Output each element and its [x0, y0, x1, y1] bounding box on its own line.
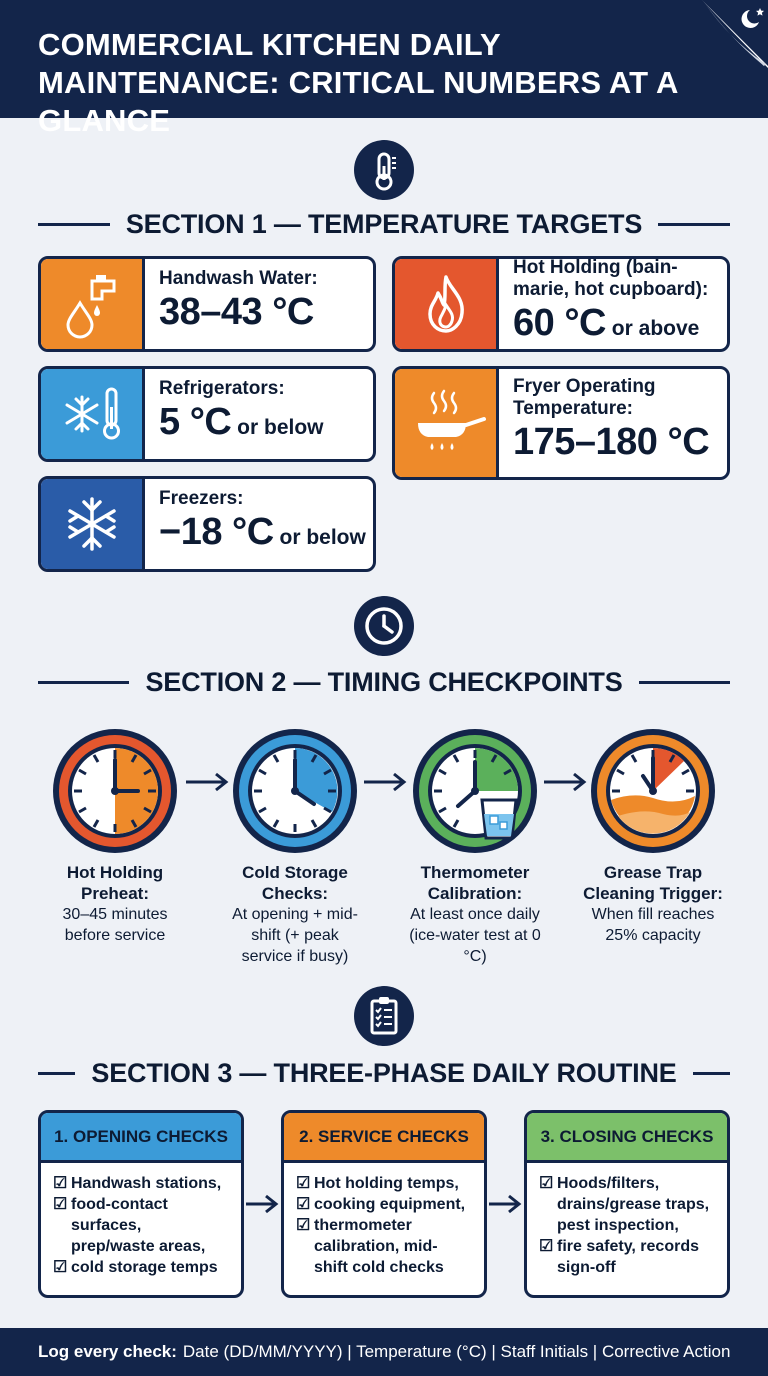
temp-card-value: 175–180 °C	[513, 421, 710, 463]
temp-card-refrigerators	[38, 366, 376, 462]
checklist-line: ☑ food-contact	[53, 1196, 168, 1213]
phase-title: 1. OPENING CHECKS	[41, 1113, 241, 1163]
check-circle-icon: ☑	[539, 1175, 554, 1192]
checkpoint-detail: At least once daily (ice-water test at 0 °C)	[409, 906, 541, 965]
header-banner	[0, 0, 768, 138]
timer-quarter-icon	[230, 726, 360, 856]
arrow-right-icon	[244, 1192, 280, 1216]
footer-lead: Log every check:	[38, 1342, 177, 1361]
temp-card-value: −18 °C or below	[159, 511, 366, 553]
section3-heading	[38, 1056, 730, 1090]
checkpoint-hot-holding	[35, 862, 195, 946]
divider-line	[639, 681, 730, 684]
timer-half-icon	[50, 726, 180, 856]
checkpoint-thermometer-calibration	[395, 862, 555, 967]
phase-closing-checks	[524, 1110, 730, 1298]
checklist-line: sign-off	[557, 1259, 616, 1276]
checkpoint-detail: When fill reaches 25% capacity	[591, 906, 715, 944]
section1-thermometer-icon	[354, 140, 414, 200]
checkpoint-heading: Hot Holding Preheat:	[66, 863, 164, 903]
checklist-line: ☑ cooking equipment,	[296, 1196, 466, 1213]
checkpoint-heading: Grease Trap Cleaning Trigger:	[583, 863, 723, 903]
divider-line	[658, 223, 730, 226]
checkpoint-heading: Cold Storage Checks:	[242, 863, 348, 903]
checklist-line: prep/waste areas,	[71, 1238, 206, 1255]
check-circle-icon: ☑	[296, 1196, 311, 1213]
section3-title: SECTION 3 — THREE-PHASE DAILY ROUTINE	[91, 1057, 677, 1088]
checklist-line: ☑ thermometer	[296, 1217, 412, 1234]
checklist-line: ☑ cold storage temps	[53, 1259, 218, 1276]
phase-title: 2. SERVICE CHECKS	[284, 1113, 484, 1163]
arrow-right-icon	[182, 770, 232, 794]
checklist-line: calibration, mid-	[314, 1238, 438, 1255]
phase-title: 3. CLOSING CHECKS	[527, 1113, 727, 1163]
footer-fields: Date (DD/MM/YYYY) | Temperature (°C) | Staff Initials | Corrective Action	[182, 1342, 731, 1361]
checklist-line: ☑ Hot holding temps,	[296, 1175, 459, 1192]
check-circle-icon: ☑	[53, 1196, 68, 1213]
check-circle-icon: ☑	[539, 1238, 554, 1255]
section2-clock-icon	[354, 596, 414, 656]
divider-line	[38, 223, 110, 226]
phase-checklist	[527, 1163, 727, 1278]
section2-title: SECTION 2 — TIMING CHECKPOINTS	[145, 666, 623, 697]
footer-log-bar	[0, 1328, 768, 1376]
checklist-line: ☑ Hoods/filters,	[539, 1175, 660, 1192]
temp-card-label: Refrigerators:	[159, 378, 285, 399]
checklist-line: surfaces,	[71, 1217, 142, 1234]
fryer-pan-icon	[395, 369, 499, 477]
check-circle-icon: ☑	[53, 1175, 68, 1192]
temp-card-hot-holding	[392, 256, 730, 352]
page-title: COMMERCIAL KITCHEN DAILY MAINTENANCE: CRITICAL NUMBERS AT A GLANCE	[38, 27, 678, 138]
arrow-right-icon	[487, 1192, 523, 1216]
check-circle-icon: ☑	[53, 1259, 68, 1276]
temp-card-label: Handwash Water:	[159, 268, 318, 289]
snowflake-thermometer-icon	[41, 369, 145, 459]
temp-card-freezers	[38, 476, 376, 572]
checkpoint-detail: 30–45 minutes before service	[62, 906, 168, 944]
temp-card-label: Fryer Operating Temperature:	[513, 376, 656, 419]
temp-card-handwash	[38, 256, 376, 352]
timer-fill-level-icon	[588, 726, 718, 856]
divider-line	[38, 1072, 75, 1075]
temp-card-value: 60 °C or above	[513, 302, 700, 344]
phase-service-checks	[281, 1110, 487, 1298]
check-circle-icon: ☑	[296, 1217, 311, 1234]
arrow-right-icon	[540, 770, 590, 794]
arrow-right-icon	[360, 770, 410, 794]
phase-checklist	[284, 1163, 484, 1278]
checklist-line: drains/grease traps,	[557, 1196, 710, 1213]
faucet-water-drop-icon	[41, 259, 145, 349]
snowflake-icon	[41, 479, 145, 569]
checklist-line: shift cold checks	[314, 1259, 444, 1276]
section2-heading	[38, 665, 730, 699]
flame-icon	[395, 259, 499, 349]
temp-card-value: 5 °C or below	[159, 401, 324, 443]
checkpoint-cold-storage	[215, 862, 375, 967]
checkpoint-heading: Thermometer Calibration:	[420, 863, 530, 903]
temp-card-label: Hot Holding (bain-marie, hot cupboard):	[513, 257, 709, 300]
checklist-line: pest inspection,	[557, 1217, 679, 1234]
phase-checklist	[41, 1163, 241, 1278]
temp-card-label: Freezers:	[159, 488, 244, 509]
divider-line	[38, 681, 129, 684]
phase-opening-checks	[38, 1110, 244, 1298]
section1-title: SECTION 1 — TEMPERATURE TARGETS	[125, 208, 643, 239]
section1-heading	[38, 207, 730, 241]
check-circle-icon: ☑	[296, 1175, 311, 1192]
checklist-line: ☑ fire safety, records	[539, 1238, 699, 1255]
checklist-line: ☑ Handwash stations,	[53, 1175, 222, 1192]
page-curl-moon-icon	[700, 0, 768, 68]
temp-card-fryer	[392, 366, 730, 480]
divider-line	[693, 1072, 730, 1075]
timer-ice-water-icon	[410, 726, 540, 856]
checkpoint-grease-trap	[573, 862, 733, 946]
section3-clipboard-icon	[354, 986, 414, 1046]
checkpoint-detail: At opening + mid-shift (+ peak service if busy)	[232, 906, 358, 965]
temp-card-value: 38–43 °C	[159, 291, 314, 333]
